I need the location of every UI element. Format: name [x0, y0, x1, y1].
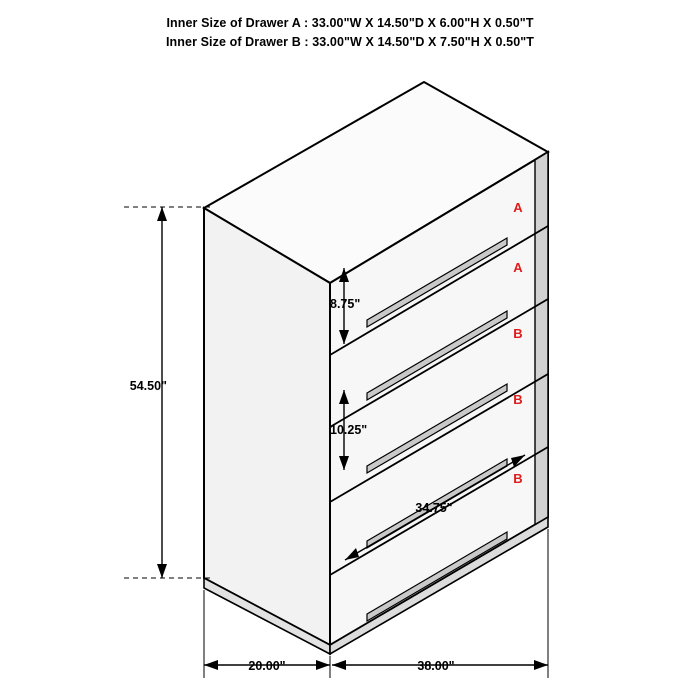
arrow-height-down: [157, 564, 167, 578]
spec-line-drawer-b: Inner Size of Drawer B : 33.00"W X 14.50"D X 7.50"H X 0.50"T: [165, 35, 535, 49]
drawer-label-b-3: B: [513, 471, 523, 486]
spec-line-drawer-a: Inner Size of Drawer A : 33.00"W X 14.50"D X 6.00"H X 0.50"T: [166, 16, 534, 30]
drawer-label-a-1: A: [513, 200, 523, 215]
drawer-label-a-2: A: [513, 260, 523, 275]
cabinet-left-side-panel: [204, 208, 330, 645]
arrow-width-left: [332, 660, 346, 670]
arrow-depth-right: [316, 660, 330, 670]
dimension-total-height: [124, 207, 212, 578]
dim-label-total-height: 54.50": [129, 379, 167, 393]
cabinet-right-edge: [535, 152, 548, 525]
arrow-width-right: [534, 660, 548, 670]
drawer-label-b-1: B: [513, 326, 523, 341]
dim-label-8-75: 8.75": [330, 297, 361, 311]
dim-label-10-25: 10.25": [330, 423, 368, 437]
cabinet-body: [204, 82, 548, 654]
arrow-height-up: [157, 207, 167, 221]
dim-label-34-75: 34.75": [415, 501, 453, 515]
arrow-depth-left: [204, 660, 218, 670]
dim-label-width: 38.00": [417, 659, 455, 673]
dim-label-depth: 20.00": [248, 659, 286, 673]
drawer-label-b-2: B: [513, 392, 523, 407]
